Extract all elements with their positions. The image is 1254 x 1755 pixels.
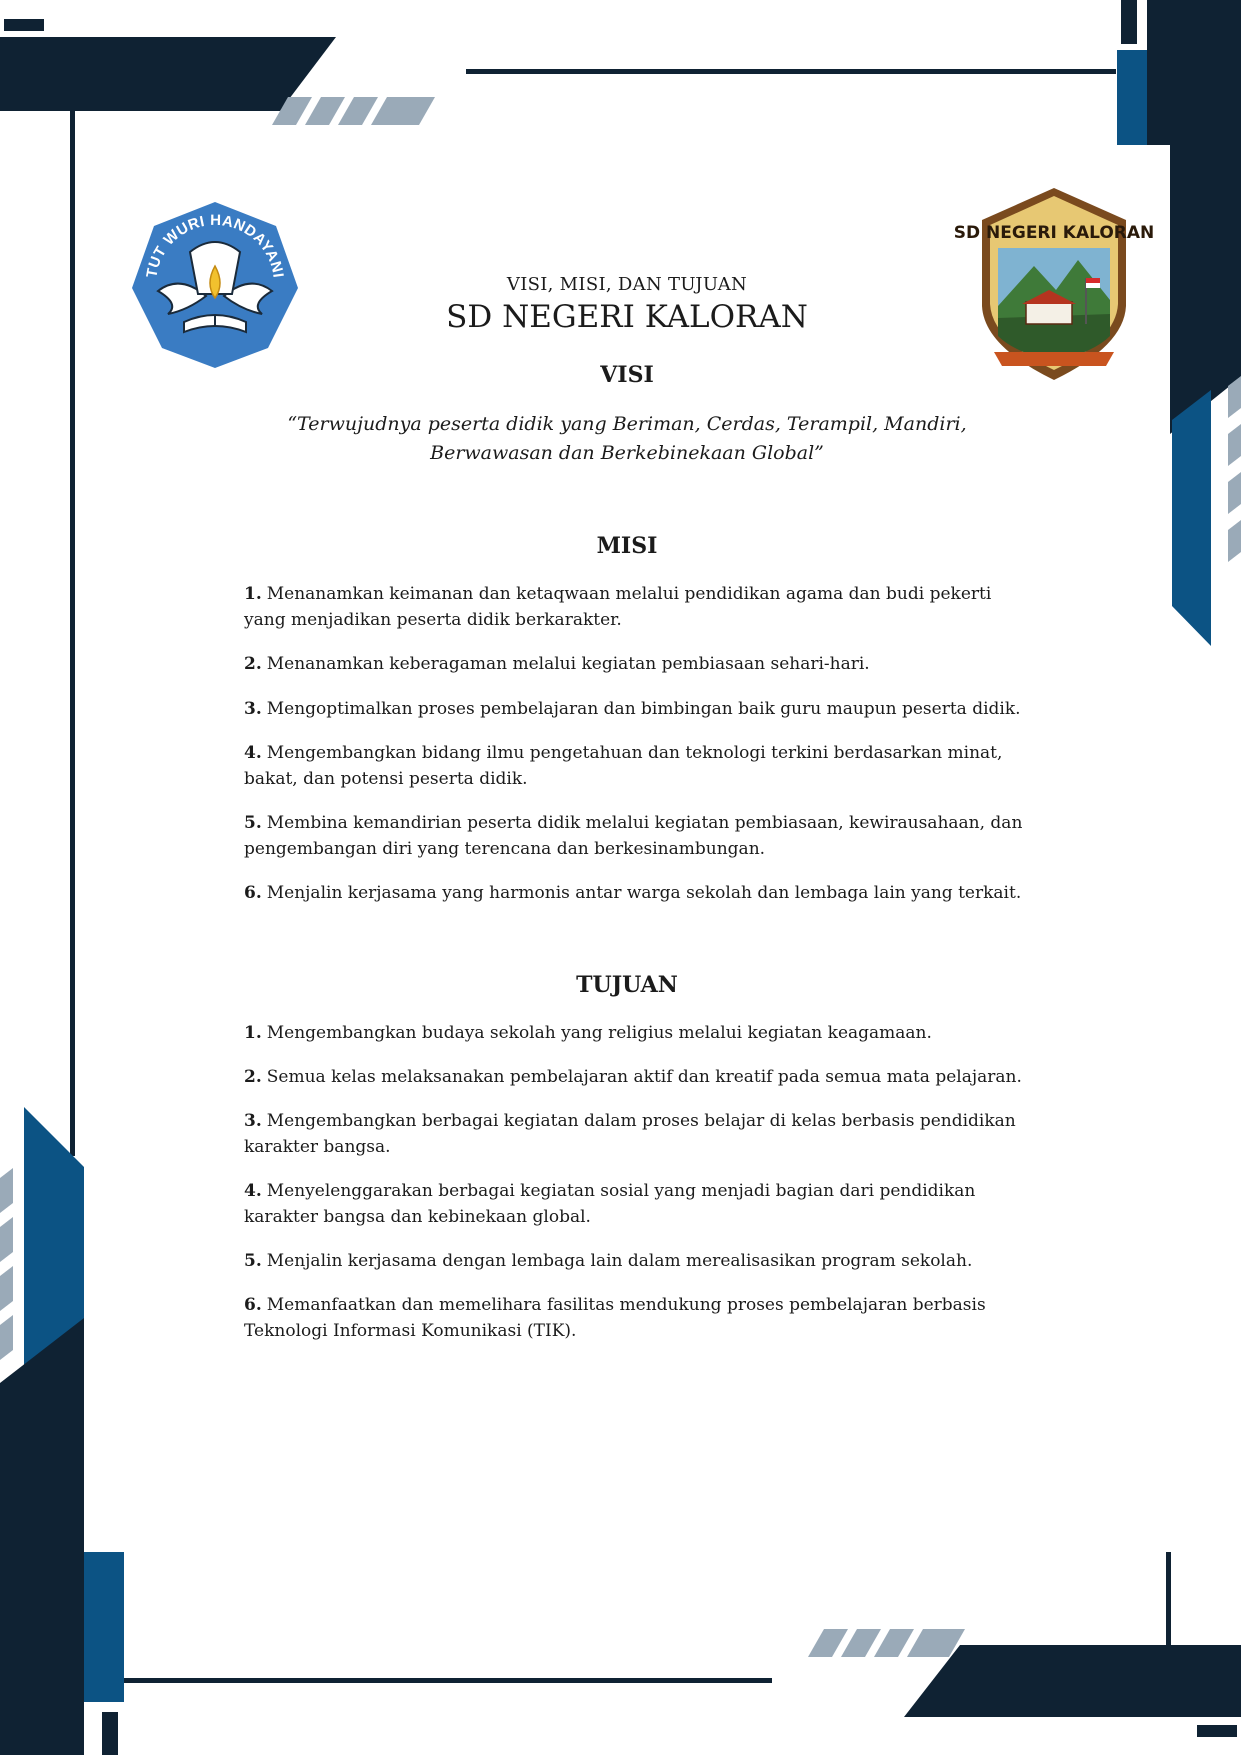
misi-item-number: 4. — [244, 743, 262, 763]
misi-item-number: 1. — [244, 584, 262, 604]
misi-item — [244, 651, 1030, 677]
tujuan-item — [244, 1178, 1030, 1230]
misi-item-text: Mengembangkan bidang ilmu pengetahuan dan teknologi terkini berdasarkan minat, bakat, dan potensi peserta didik. — [244, 743, 1003, 789]
misi-item-text: Membina kemandirian peserta didik melalui kegiatan pembiasaan, kewirausahaan, dan pengembangan diri yang terencana dan berkesinambungan. — [244, 813, 1023, 859]
frame-top-right-blue — [1117, 50, 1147, 145]
tujuan-item — [244, 1248, 1030, 1274]
misi-item-number: 2. — [244, 654, 262, 674]
misi-item-text: Menjalin kerjasama yang harmonis antar warga sekolah dan lembaga lain yang terkait. — [266, 883, 1022, 903]
tujuan-item — [244, 1108, 1030, 1160]
tujuan-item — [244, 1292, 1030, 1344]
tujuan-item-text: Menjalin kerjasama dengan lembaga lain dalam merealisasikan program sekolah. — [266, 1251, 973, 1271]
misi-item — [244, 696, 1030, 722]
tujuan-item-number: 1. — [244, 1023, 262, 1043]
frame-top-right-tab — [1121, 0, 1137, 44]
tujuan-item-number: 5. — [244, 1251, 262, 1271]
frame-right-stripe — [1228, 424, 1241, 466]
frame-top-left-tab — [4, 19, 44, 31]
misi-heading: MISI — [596, 533, 658, 559]
frame-top-left-stripe — [338, 97, 378, 125]
frame-bottom-line — [124, 1678, 772, 1683]
visi-statement: “Terwujudnya peserta didik yang Beriman, Cerdas, Terampil, Mandiri, Berwawasan dan Berkebinekaan Global” — [287, 413, 967, 464]
frame-right-blue-wedge — [1172, 390, 1211, 646]
frame-left-stripe — [0, 1266, 13, 1311]
misi-item-text: Menanamkan keimanan dan ketaqwaan melalui pendidikan agama dan budi pekerti yang menjadikan peserta didik berkarakter. — [244, 584, 992, 630]
frame-left-line — [70, 111, 75, 1156]
left-logo-text: TUT WURI HANDAYANI — [143, 211, 287, 280]
tujuan-item-number: 6. — [244, 1295, 262, 1315]
tujuan-item — [244, 1020, 1030, 1046]
tujuan-item-text: Semua kelas melaksanakan pembelajaran aktif dan kreatif pada semua mata pelajaran. — [266, 1067, 1022, 1087]
tujuan-item-text: Menyelenggarakan berbagai kegiatan sosial yang menjadi bagian dari pendidikan karakter bangsa dan kebinekaan global. — [244, 1181, 976, 1227]
tujuan-item-number: 3. — [244, 1111, 262, 1131]
tujuan-heading: TUJUAN — [576, 972, 678, 998]
frame-bottom-left-blue — [84, 1552, 124, 1702]
frame-right-stripe — [1228, 472, 1241, 514]
misi-item — [244, 740, 1030, 792]
frame-top-left-bar — [0, 37, 336, 111]
right-logo-text: SD NEGERI KALORAN — [953, 223, 1155, 243]
frame-bottom-right-stripe — [808, 1629, 848, 1657]
tujuan-item-text: Memanfaatkan dan memelihara fasilitas mendukung proses pembelajaran berbasis Teknologi Informasi Komunikasi (TIK). — [244, 1295, 986, 1341]
misi-list — [244, 581, 1030, 906]
school-name-title: SD NEGERI KALORAN — [446, 299, 808, 335]
frame-right-line — [1166, 1552, 1171, 1652]
tujuan-list — [244, 1020, 1030, 1344]
frame-left-stripe — [0, 1168, 13, 1213]
document-kicker: VISI, MISI, DAN TUJUAN — [506, 274, 748, 295]
misi-item-number: 5. — [244, 813, 262, 833]
frame-bottom-right-stripe — [874, 1629, 914, 1657]
frame-bottom-right-stripe — [841, 1629, 881, 1657]
tujuan-item-text: Mengembangkan budaya sekolah yang religius melalui kegiatan keagamaan. — [266, 1023, 932, 1043]
misi-item — [244, 880, 1030, 906]
frame-left-stripe — [0, 1217, 13, 1262]
frame-bottom-left-bar — [0, 1318, 84, 1755]
frame-top-left-stripe — [371, 97, 435, 125]
misi-item-text: Mengoptimalkan proses pembelajaran dan bimbingan baik guru maupun peserta didik. — [266, 699, 1021, 719]
misi-item — [244, 810, 1030, 862]
frame-left-stripe — [0, 1315, 13, 1360]
frame-top-left-stripe — [305, 97, 345, 125]
frame-top-line — [466, 69, 1116, 74]
misi-item-number: 6. — [244, 883, 262, 903]
frame-bottom-right-tab — [1197, 1725, 1237, 1737]
visi-heading: VISI — [600, 362, 654, 388]
frame-bottom-right-bar — [904, 1645, 1241, 1717]
tujuan-item-number: 2. — [244, 1067, 262, 1087]
tujuan-item-number: 4. — [244, 1181, 262, 1201]
tujuan-item-text: Mengembangkan berbagai kegiatan dalam proses belajar di kelas berbasis pendidikan karakter bangsa. — [244, 1111, 1016, 1157]
misi-item-number: 3. — [244, 699, 262, 719]
tujuan-item — [244, 1064, 1030, 1090]
misi-item-text: Menanamkan keberagaman melalui kegiatan pembiasaan sehari-hari. — [266, 654, 870, 674]
misi-item — [244, 581, 1030, 633]
frame-bottom-left-tab — [102, 1712, 118, 1755]
